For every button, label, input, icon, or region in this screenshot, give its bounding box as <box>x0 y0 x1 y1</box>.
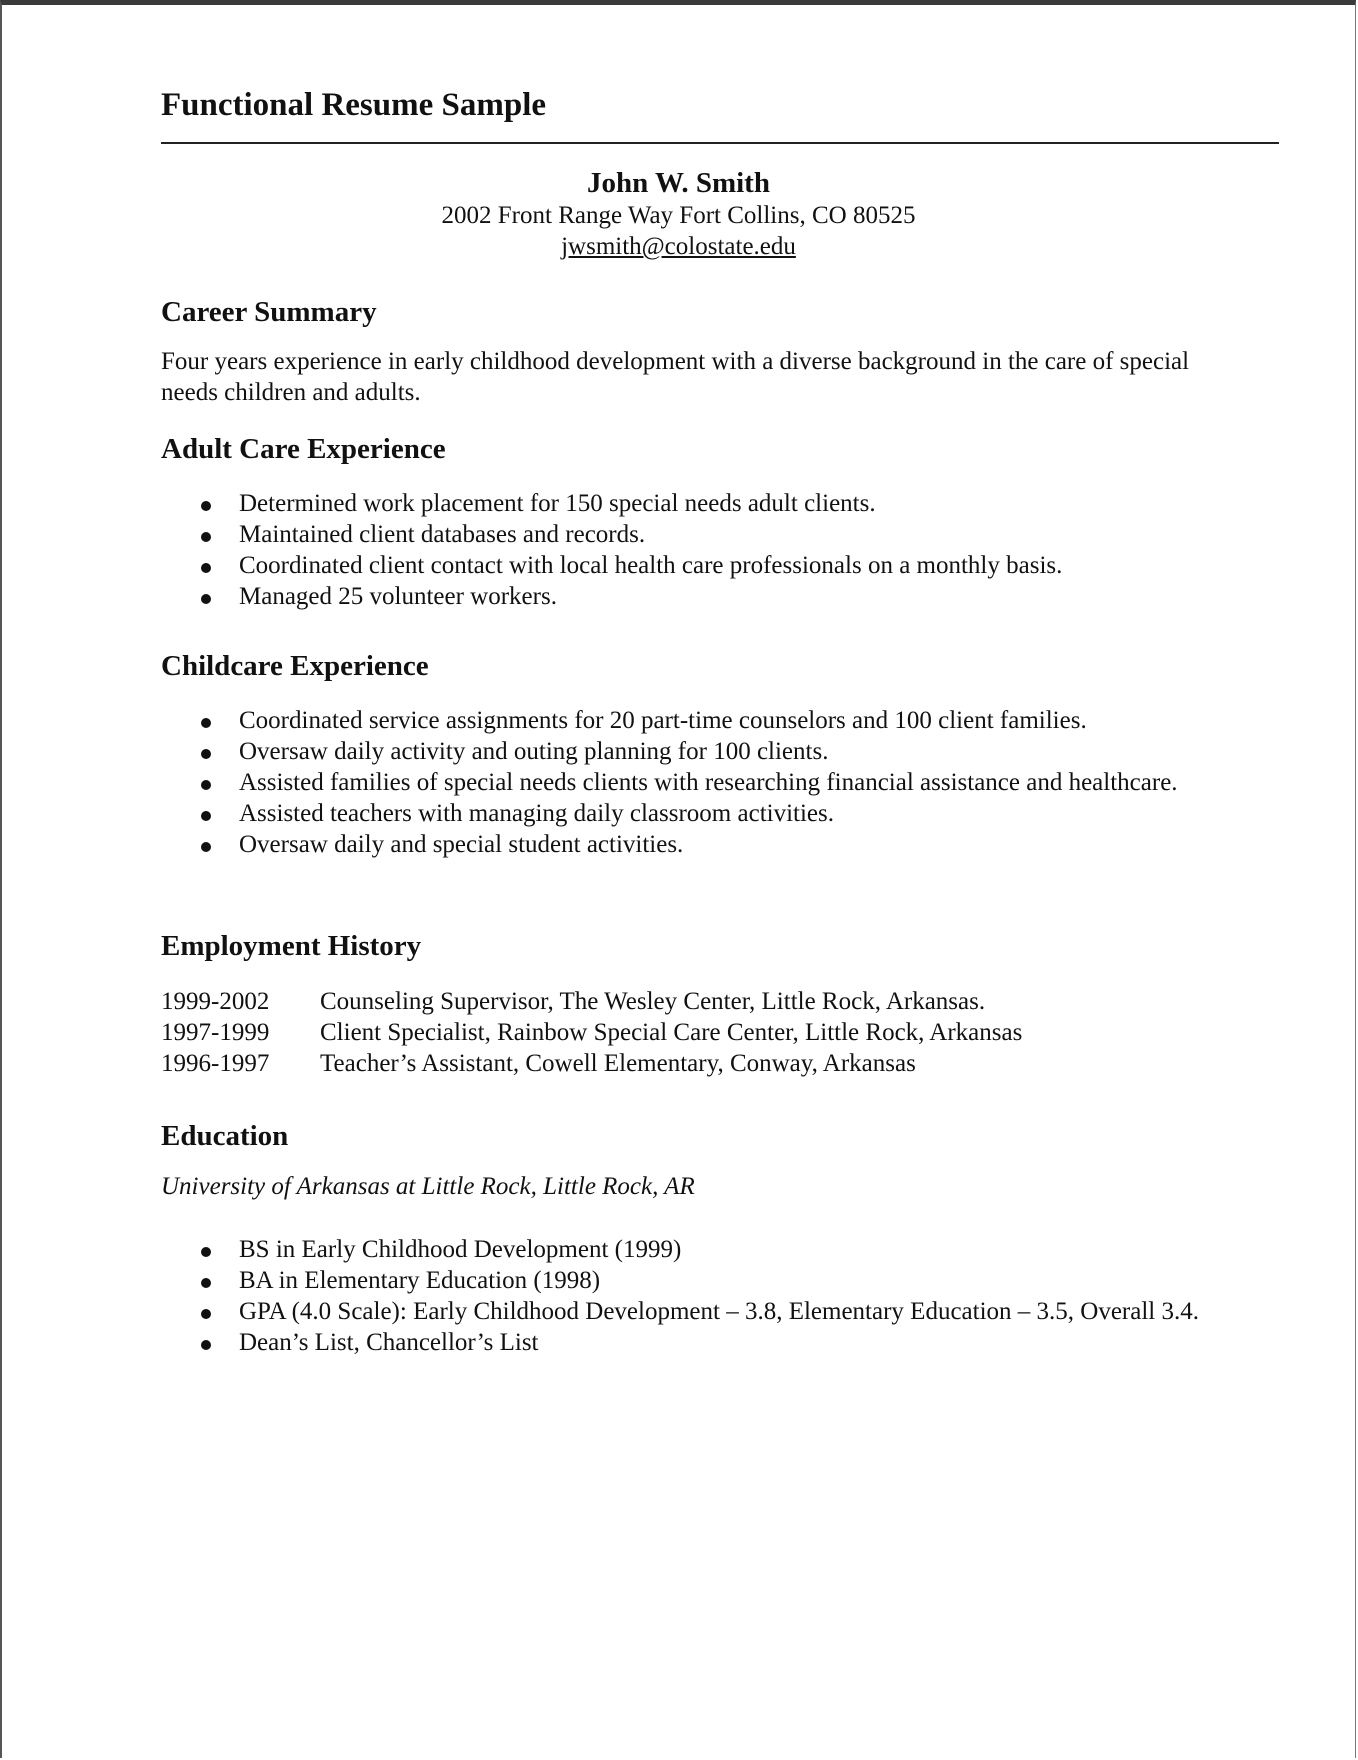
bullet-icon <box>201 749 211 759</box>
list-item <box>161 550 1211 581</box>
list-item-text: Assisted teachers with managing daily classroom activities. <box>239 800 834 827</box>
employment-years: 1996-1997 <box>161 1050 270 1077</box>
employment-row <box>161 986 1279 1017</box>
contact-header <box>161 166 1196 262</box>
list-item <box>161 1327 1211 1358</box>
childcare-list <box>161 705 1279 860</box>
list-item-text: Assisted families of special needs clients with researching financial assistance and healthcare. <box>239 769 1178 796</box>
list-item-text: Managed 25 volunteer workers. <box>239 583 557 610</box>
employment-row <box>161 1048 1279 1079</box>
list-item-text: Maintained client databases and records. <box>239 521 646 548</box>
bullet-icon <box>201 842 211 852</box>
career-summary-text: Four years experience in early childhood development with a diverse background in the care of special needs children and adults. <box>161 348 1190 406</box>
applicant-name: John W. Smith <box>587 167 770 199</box>
list-item-text: Oversaw daily activity and outing planning for 100 clients. <box>239 738 829 765</box>
list-item <box>161 1265 1211 1296</box>
applicant-email-link[interactable]: jwsmith@colostate.edu <box>561 233 796 260</box>
bullet-icon <box>201 811 211 821</box>
employment-detail: Teacher’s Assistant, Cowell Elementary, Conway, Arkansas <box>320 1050 916 1077</box>
list-item <box>161 736 1211 767</box>
childcare-section <box>161 649 1279 860</box>
education-section <box>161 1119 1279 1358</box>
list-item-text: BS in Early Childhood Development (1999) <box>239 1236 682 1263</box>
title-divider <box>161 142 1279 144</box>
list-item-text: Coordinated service assignments for 20 part-time counselors and 100 client families. <box>239 707 1087 734</box>
list-item <box>161 488 1211 519</box>
list-item-text: GPA (4.0 Scale): Early Childhood Development – 3.8, Elementary Education – 3.5, Overall 3.4. <box>239 1298 1199 1325</box>
list-item <box>161 519 1211 550</box>
employment-detail: Client Specialist, Rainbow Special Care Center, Little Rock, Arkansas <box>320 1019 1023 1046</box>
employment-detail: Counseling Supervisor, The Wesley Center, Little Rock, Arkansas. <box>320 988 986 1015</box>
adult-care-heading: Adult Care Experience <box>161 433 446 465</box>
bullet-icon <box>201 1309 211 1319</box>
bullet-icon <box>201 501 211 511</box>
list-item <box>161 1234 1211 1265</box>
document-title: Functional Resume Sample <box>161 87 547 123</box>
applicant-address: 2002 Front Range Way Fort Collins, CO 80525 <box>441 202 916 229</box>
education-list <box>161 1234 1279 1358</box>
bullet-icon <box>201 718 211 728</box>
bullet-icon <box>201 594 211 604</box>
list-item-text: Oversaw daily and special student activities. <box>239 831 684 858</box>
employment-row <box>161 1017 1279 1048</box>
bullet-icon <box>201 1278 211 1288</box>
list-item-text: Determined work placement for 150 special needs adult clients. <box>239 490 876 517</box>
bullet-icon <box>201 1340 211 1350</box>
career-summary-section <box>161 295 1279 408</box>
list-item <box>161 705 1211 736</box>
list-item-text: Dean’s List, Chancellor’s List <box>239 1329 539 1356</box>
list-item-text: BA in Elementary Education (1998) <box>239 1267 601 1294</box>
employment-years: 1999-2002 <box>161 988 270 1015</box>
bullet-icon <box>201 1247 211 1257</box>
school-name: University of Arkansas at Little Rock, Little Rock, AR <box>161 1173 695 1200</box>
adult-care-list <box>161 488 1279 612</box>
list-item <box>161 1296 1211 1327</box>
list-item-text: Coordinated client contact with local health care professionals on a monthly basis. <box>239 552 1063 579</box>
list-item <box>161 829 1211 860</box>
employment-list <box>161 986 1279 1079</box>
bullet-icon <box>201 780 211 790</box>
career-summary-heading: Career Summary <box>161 296 377 328</box>
employment-heading: Employment History <box>161 930 422 962</box>
bullet-icon <box>201 563 211 573</box>
bullet-icon <box>201 532 211 542</box>
employment-section <box>161 929 1279 1079</box>
list-item <box>161 581 1211 612</box>
adult-care-section <box>161 432 1279 612</box>
list-item <box>161 767 1211 798</box>
employment-years: 1997-1999 <box>161 1019 270 1046</box>
childcare-heading: Childcare Experience <box>161 650 429 682</box>
education-heading: Education <box>161 1120 289 1152</box>
list-item <box>161 798 1211 829</box>
